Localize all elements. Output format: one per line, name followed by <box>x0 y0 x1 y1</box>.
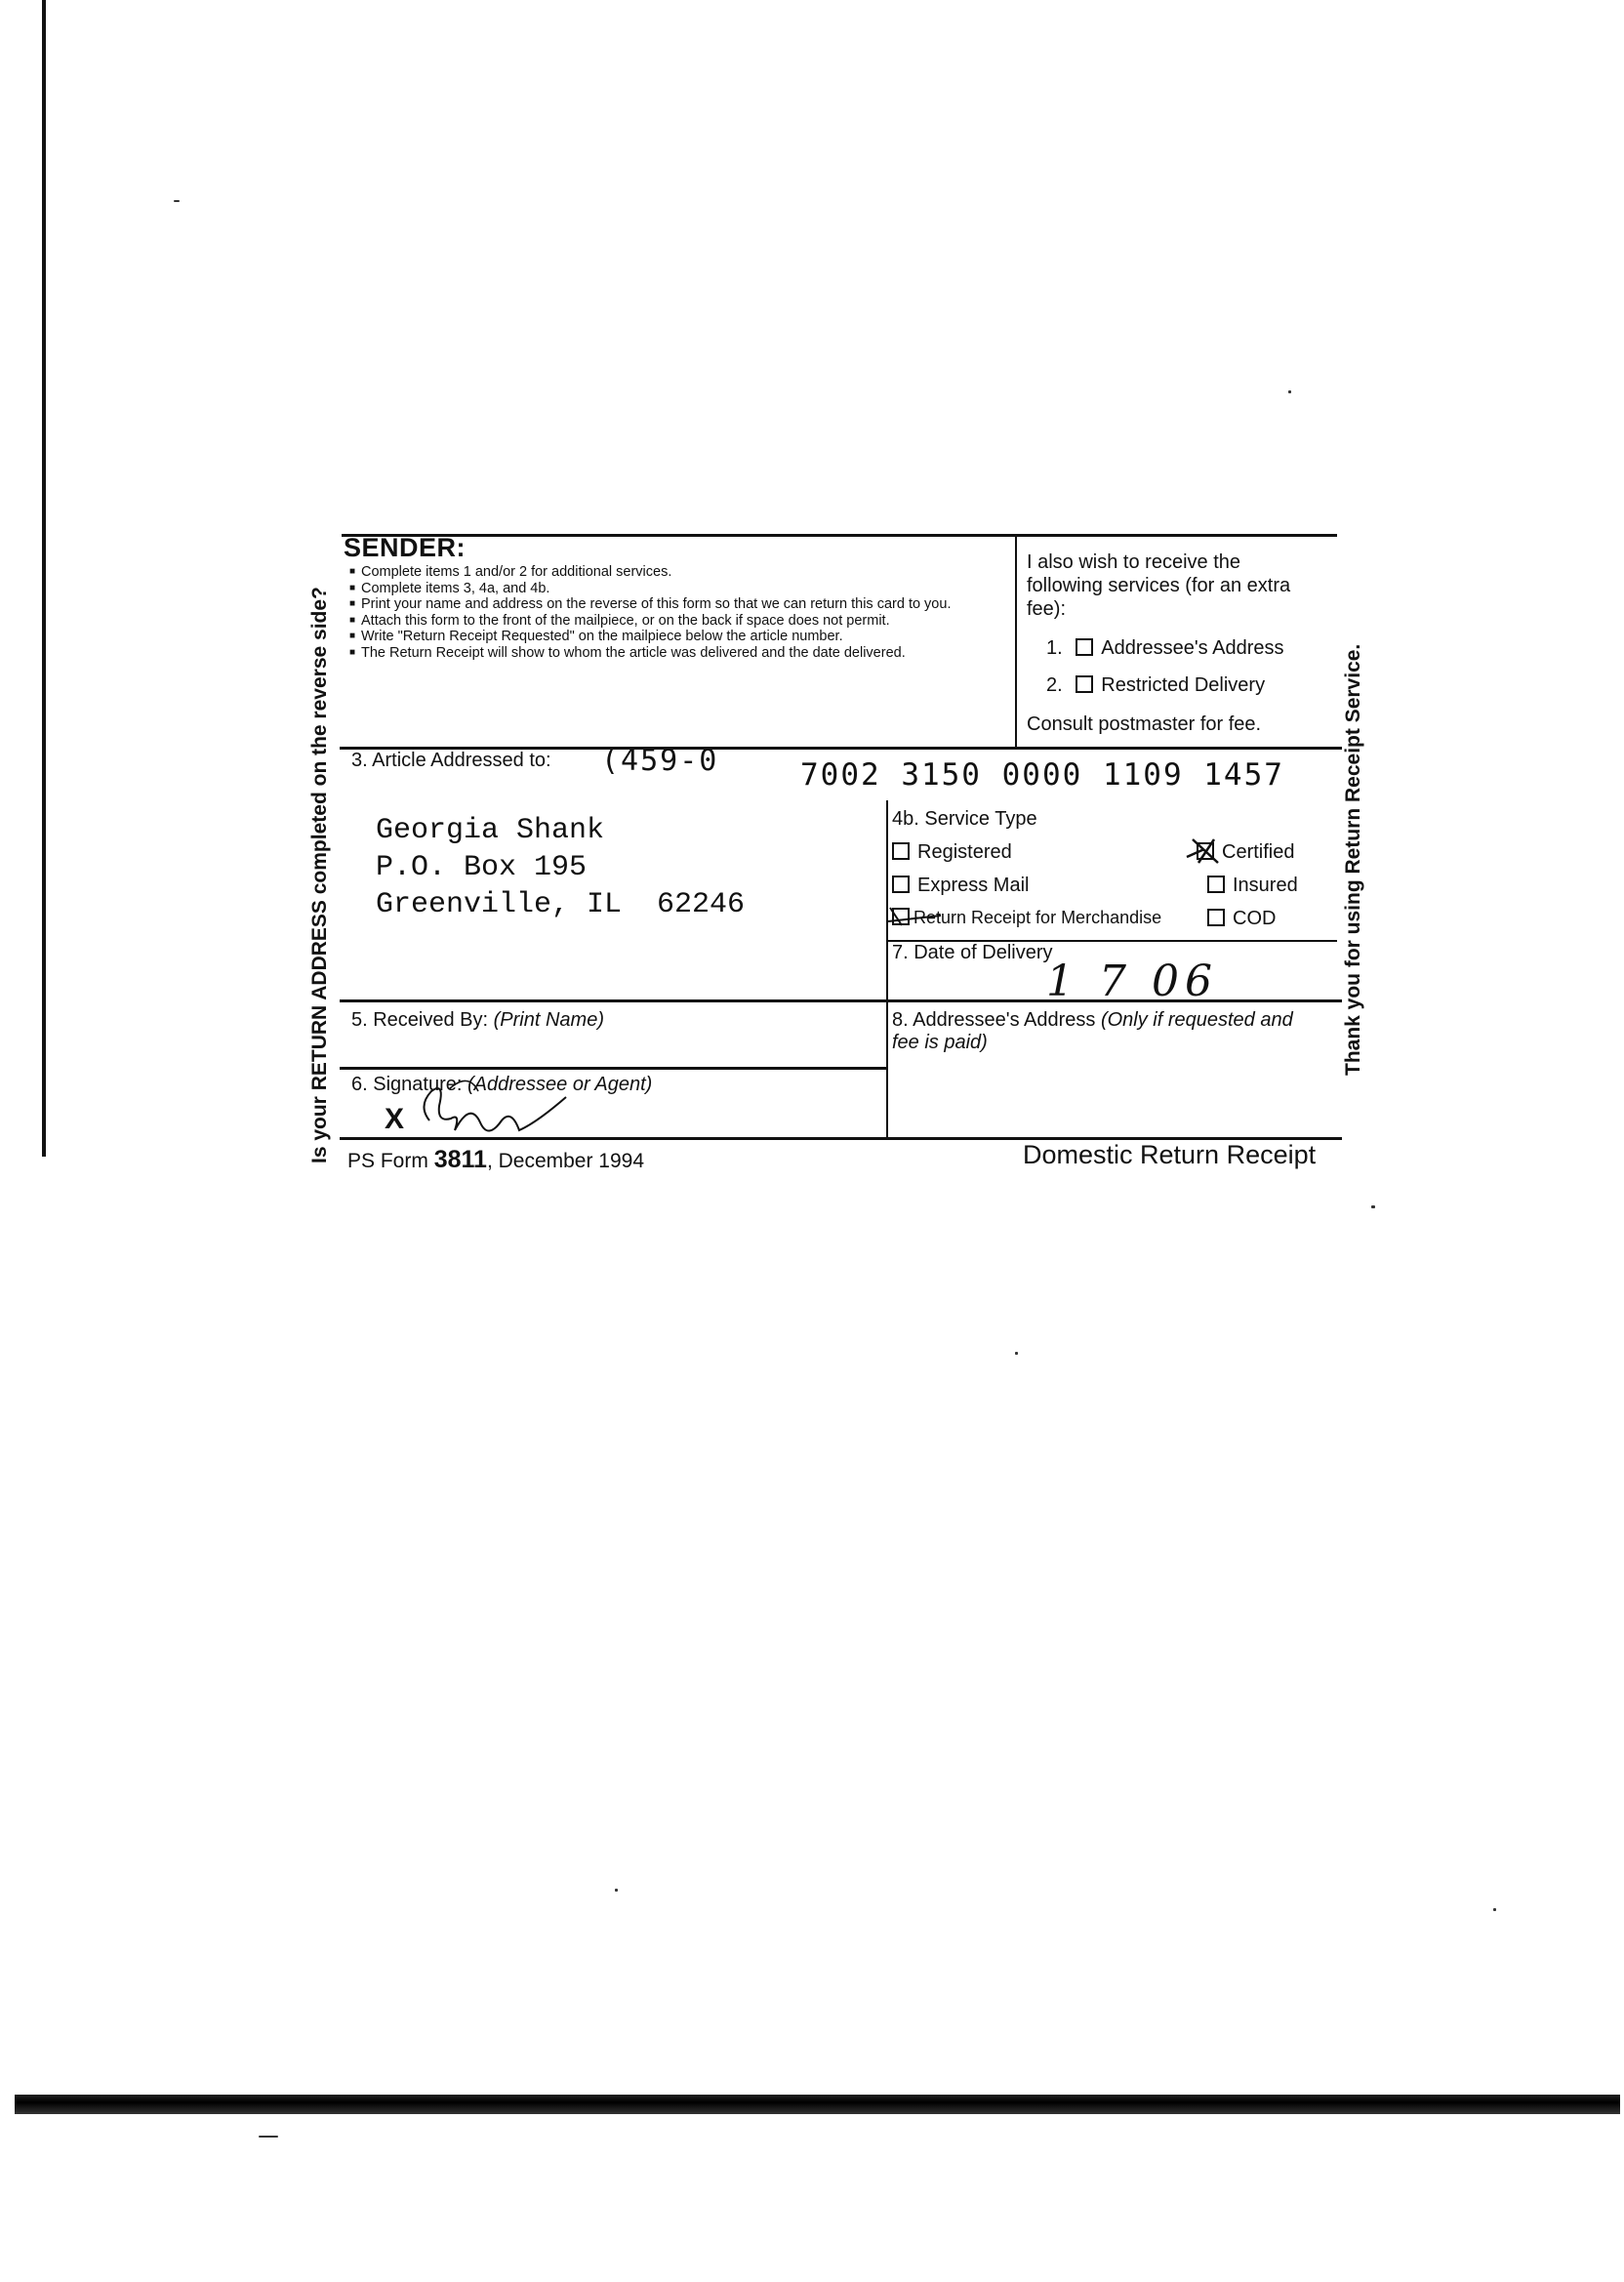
option-addressee-address <box>1046 636 1284 660</box>
handwritten-delivery-date: 1 7 06 <box>1046 957 1218 1006</box>
addressee-name: Georgia Shank <box>376 814 605 847</box>
addressee-line2: P.O. Box 195 <box>376 851 588 884</box>
sender-divider <box>1015 537 1017 749</box>
insured-label: Insured <box>1233 875 1298 896</box>
extra-services-intro: I also wish to receive the following services (for an extra fee): <box>1027 551 1291 620</box>
signature-label: 6. Signature: <box>351 1074 463 1095</box>
merchandise-check-mark-icon <box>886 902 945 931</box>
cod-label: COD <box>1233 908 1277 929</box>
article-label: 3. Article Addressed to: <box>351 750 551 771</box>
article-ref-number: (459-0 <box>601 744 719 778</box>
service-insured <box>1207 875 1298 897</box>
service-express-mail <box>892 875 1029 897</box>
addressee-address-checkbox[interactable] <box>1076 638 1093 656</box>
option-number: 1. <box>1046 637 1063 659</box>
received-by-field <box>351 1009 604 1032</box>
article-divider <box>886 800 888 1137</box>
scan-speck <box>1493 1908 1496 1911</box>
addressee-block <box>376 812 745 923</box>
option-label: Addressee's Address <box>1101 637 1284 659</box>
scan-speck <box>615 1889 618 1892</box>
instruction-item: ■ Complete items 3, 4a, and 4b. <box>349 581 1013 597</box>
service-type-label: 4b. Service Type <box>892 808 1037 830</box>
option-number: 2. <box>1046 674 1063 696</box>
side-text-right: Thank you for using Return Receipt Service. <box>1342 643 1364 1076</box>
sender-title: SENDER: <box>344 533 467 562</box>
form-title: Domestic Return Receipt <box>1023 1140 1317 1169</box>
signature-hint: (Addressee or Agent) <box>467 1074 653 1095</box>
return-receipt-card <box>312 527 1342 1181</box>
scan-speck <box>1015 1352 1018 1355</box>
instruction-item: ■ Attach this form to the front of the mailpiece, or on the back if space does not permit. <box>349 613 1013 630</box>
handwritten-signature <box>410 1062 586 1150</box>
form-prefix: PS Form <box>347 1150 428 1172</box>
top-border <box>342 534 1337 537</box>
received-by-label: 5. Received By: <box>351 1009 489 1031</box>
scan-speck <box>1371 1205 1375 1208</box>
certified-label: Certified <box>1222 841 1295 863</box>
scan-speck <box>1288 390 1291 393</box>
registered-label: Registered <box>917 841 1012 863</box>
insured-checkbox[interactable] <box>1207 876 1225 893</box>
tracking-number: 7002 3150 0000 1109 1457 <box>800 757 1284 793</box>
scan-bottom-bar <box>15 2095 1620 2114</box>
service-certified <box>1197 841 1294 864</box>
instruction-item: ■ Write "Return Receipt Requested" on the mailpiece below the article number. <box>349 629 1013 645</box>
instruction-item: ■ Print your name and address on the reverse of this form so that we can return this card to you. <box>349 596 1013 613</box>
return-receipt-merchandise-label: Return Receipt for Merchandise <box>914 908 1162 927</box>
option-label: Restricted Delivery <box>1101 674 1266 696</box>
certified-check-mark-icon <box>1185 835 1243 865</box>
option-restricted-delivery <box>1046 673 1265 697</box>
scan-speck <box>174 200 180 202</box>
date-of-delivery-label: 7. Date of Delivery <box>892 942 1053 963</box>
instruction-item: ■ Complete items 1 and/or 2 for additional services. <box>349 564 1013 581</box>
sender-instructions <box>349 564 1013 661</box>
registered-checkbox[interactable] <box>892 842 910 860</box>
scan-edge-line <box>42 0 46 1157</box>
addressee-address-field <box>892 1009 1321 1054</box>
signature-x-mark: X <box>385 1103 405 1135</box>
addressee-address-hint: (Only if requested and fee is paid) <box>892 1009 1293 1053</box>
service-return-receipt-merchandise <box>892 908 1161 928</box>
service-cod <box>1207 908 1276 930</box>
express-mail-label: Express Mail <box>917 875 1030 896</box>
consult-postmaster: Consult postmaster for fee. <box>1027 713 1262 735</box>
form-number: 3811 <box>433 1146 487 1173</box>
addressee-address-label: 8. Addressee's Address <box>892 1009 1096 1031</box>
received-by-hint: (Print Name) <box>493 1009 604 1031</box>
form-identifier <box>347 1146 644 1174</box>
restricted-delivery-checkbox[interactable] <box>1076 675 1093 693</box>
side-text-left: Is your RETURN ADDRESS completed on the reverse side? <box>308 587 331 1163</box>
express-mail-checkbox[interactable] <box>892 876 910 893</box>
instruction-item: ■ The Return Receipt will show to whom the article was delivered and the date delivered. <box>349 645 1013 662</box>
form-date: , December 1994 <box>486 1150 645 1172</box>
service-registered <box>892 841 1012 864</box>
addressee-line3: Greenville, IL 62246 <box>376 888 746 921</box>
scan-speck <box>259 2136 278 2138</box>
cod-checkbox[interactable] <box>1207 909 1225 926</box>
